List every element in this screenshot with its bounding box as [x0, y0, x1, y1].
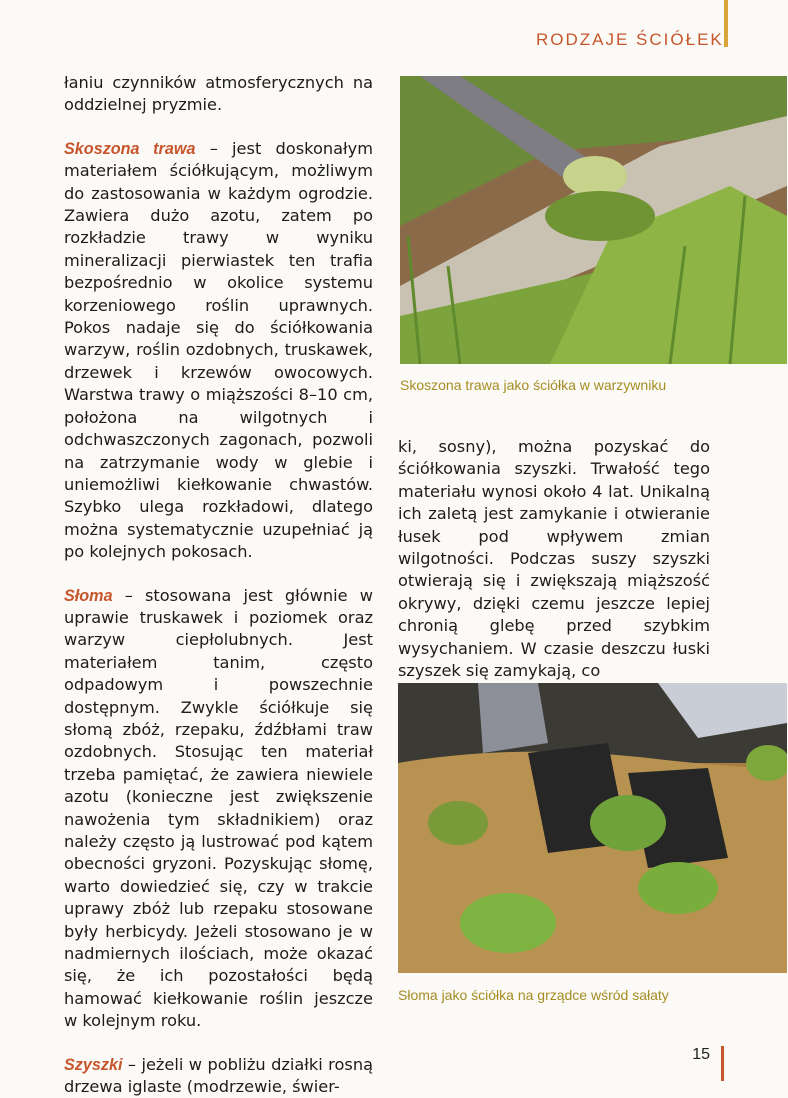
- paragraph: ki, sosny), można pozyskać do ściółkowania szyszki. Trwałość tego materiału wynosi około 4 lat. Unikalną ich zaletą jest zamykanie i otwieranie łusek pod wpływem zmian wilgotności. Podczas suszy szyszki otwierają się i zwiększają miąższość okrywy, dzięki czemu jeszcze lepiej chronią glebę przed szybkim wysychaniem. W czasie deszczu łuski szyszek się zamykają, co: [398, 437, 710, 681]
- paragraph: łaniu czynników atmosferycznych na oddzielnej pryzmie.: [64, 73, 373, 115]
- paragraph-text: – jeżeli w pobliżu działki rosną drzewa iglaste (modrzewie, świer-: [64, 1054, 373, 1097]
- photo-caption-straw: Słoma jako ściółka na grządce wśród sałaty: [398, 987, 669, 1003]
- paragraph-sloma: [64, 585, 373, 1033]
- term-szyszki: Szyszki: [64, 1055, 123, 1074]
- paragraph-skoszona-trawa: [64, 138, 373, 564]
- paragraph-text: – stosowana jest głównie w uprawie truskawek i poziomek oraz warzyw ciepłolubnych. Jest materiałem tanim, często odpadowym i powszechnie dostępnym. Zwykle ściółkuje się słomą zbóż, rzepaku, źdźbłami traw ozdobnych. Stosując ten materiał trzeba pamiętać, że zawiera niewiele azotu (konieczne jest zwiększenie nawożenia tym składnikiem) oraz należy często ją lustrować pod kątem obecności gryzoni. Pozyskując słomę, warto dowiedzieć się, czy w trakcie uprawy zbóż lub rzepaku stosowane były herbicydy. Jeżeli stosowano je w nadmiernych ilościach, może okazać się, że ich pozostałości będą hamować kiełkowanie roślin jeszcze w kolejnym roku.: [64, 585, 373, 1031]
- section-title: RODZAJE ŚCIÓŁEK: [536, 30, 724, 49]
- term-sloma: Słoma: [64, 586, 113, 605]
- header-accent-bar: [724, 0, 728, 47]
- term-skoszona-trawa: Skoszona trawa: [64, 139, 196, 158]
- paragraph-szyszki: [64, 1054, 373, 1098]
- footer-accent-bar: [721, 1046, 724, 1081]
- left-text-column: [64, 72, 373, 1098]
- photo-grass-mulch: [400, 76, 787, 364]
- page-number: 15: [692, 1046, 710, 1063]
- right-text-column: [398, 436, 710, 682]
- photo-caption-grass: Skoszona trawa jako ściółka w warzywniku: [400, 377, 667, 393]
- paragraph-text: – jest doskonałym materiałem ściółkującym, możliwym do zastosowania w każdym ogrodzie. Zawiera dużo azotu, zatem po rozkładzie trawy w wyniku mineralizacji pierwiastek ten trafia bezpośrednio w okolice systemu korzeniowego roślin uprawnych. Pokos nadaje się do ściółkowania warzyw, roślin ozdobnych, truskawek, drzewek i krzewów owocowych. Warstwa trawy o miąższości 8–10 cm, położona na wilgotnych i odchwaszczonych zagonach, pozwoli na zatrzymanie wody w glebie i uniemożliwi kiełkowanie chwastów. Szybko ulega rozkładowi, dlatego można systematycznie uzupełniać ją po kolejnych pokosach.: [64, 138, 373, 562]
- photo-straw-mulch: [398, 683, 787, 973]
